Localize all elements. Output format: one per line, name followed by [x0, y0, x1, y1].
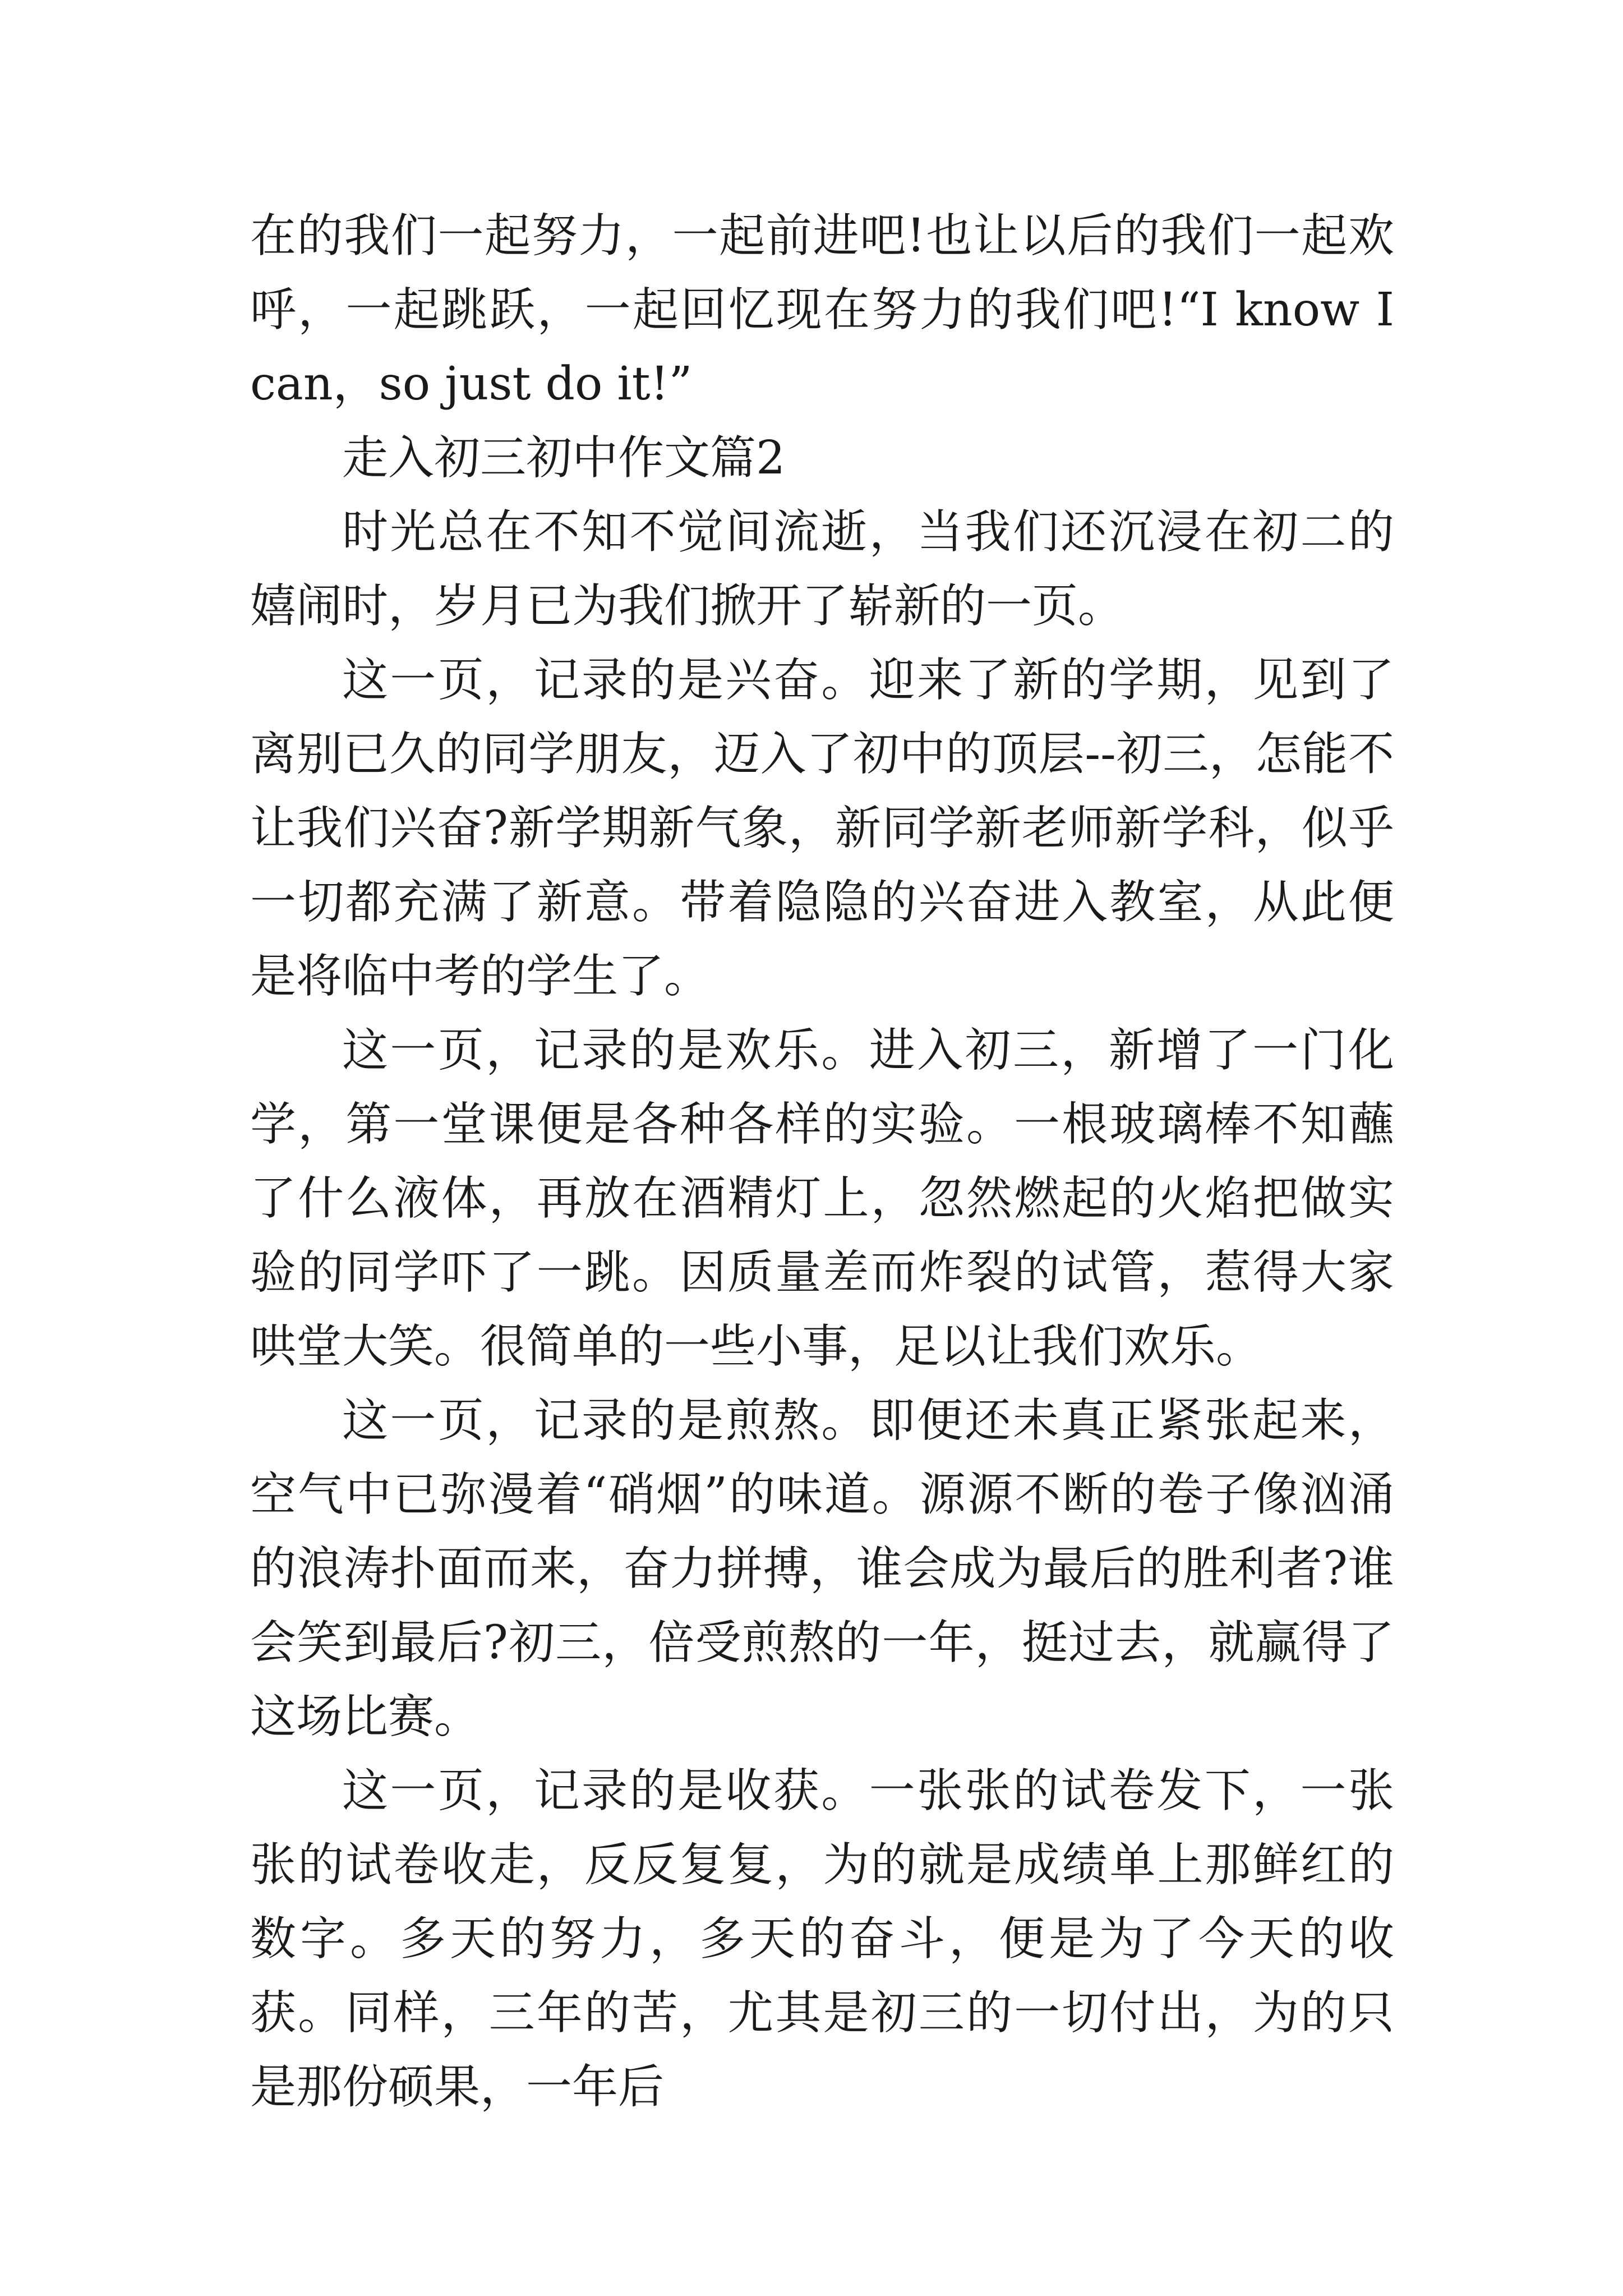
essay-body	[250, 199, 1394, 2124]
paragraph: 这一页，记录的是收获。一张张的试卷发下，一张张的试卷收走，反反复复，为的就是成绩单上那鲜红的数字。多天的努力，多天的奋斗，便是为了今天的收获。同样，三年的苦，尤其是初三的一切付出，为的只是那份硕果，一年后	[250, 1764, 1394, 2114]
paragraph: 这一页，记录的是兴奋。迎来了新的学期，见到了离别已久的同学朋友，迈入了初中的顶层--初三，怎能不让我们兴奋?新学期新气象，新同学新老师新学科，似乎一切都充满了新意。带着隐隐的兴奋进入教室，从此便是将临中考的学生了。	[250, 654, 1394, 1003]
continuation-paragraph: 在的我们一起努力，一起前进吧!也让以后的我们一起欢呼，一起跳跃，一起回忆现在努力的我们吧!“I know I can，so just do it!”	[250, 209, 1394, 411]
paragraph: 时光总在不知不觉间流逝，当我们还沉浸在初二的嬉闹时，岁月已为我们掀开了崭新的一页。	[250, 505, 1394, 633]
paragraph: 这一页，记录的是欢乐。进入初三，新增了一门化学，第一堂课便是各种各样的实验。一根玻璃棒不知蘸了什么液体，再放在酒精灯上，忽然燃起的火焰把做实验的同学吓了一跳。因质量差而炸裂的试管，惹得大家哄堂大笑。很简单的一些小事，足以让我们欢乐。	[250, 1024, 1394, 1373]
paragraph: 这一页，记录的是煎熬。即便还未真正紧张起来，空气中已弥漫着“硝烟”的味道。源源不断的卷子像汹涌的浪涛扑面而来，奋力拼搏，谁会成为最后的胜利者?谁会笑到最后?初三，倍受煎熬的一年，挺过去，就赢得了这场比赛。	[250, 1394, 1394, 1743]
section-title: 走入初三初中作文篇2	[342, 431, 786, 485]
